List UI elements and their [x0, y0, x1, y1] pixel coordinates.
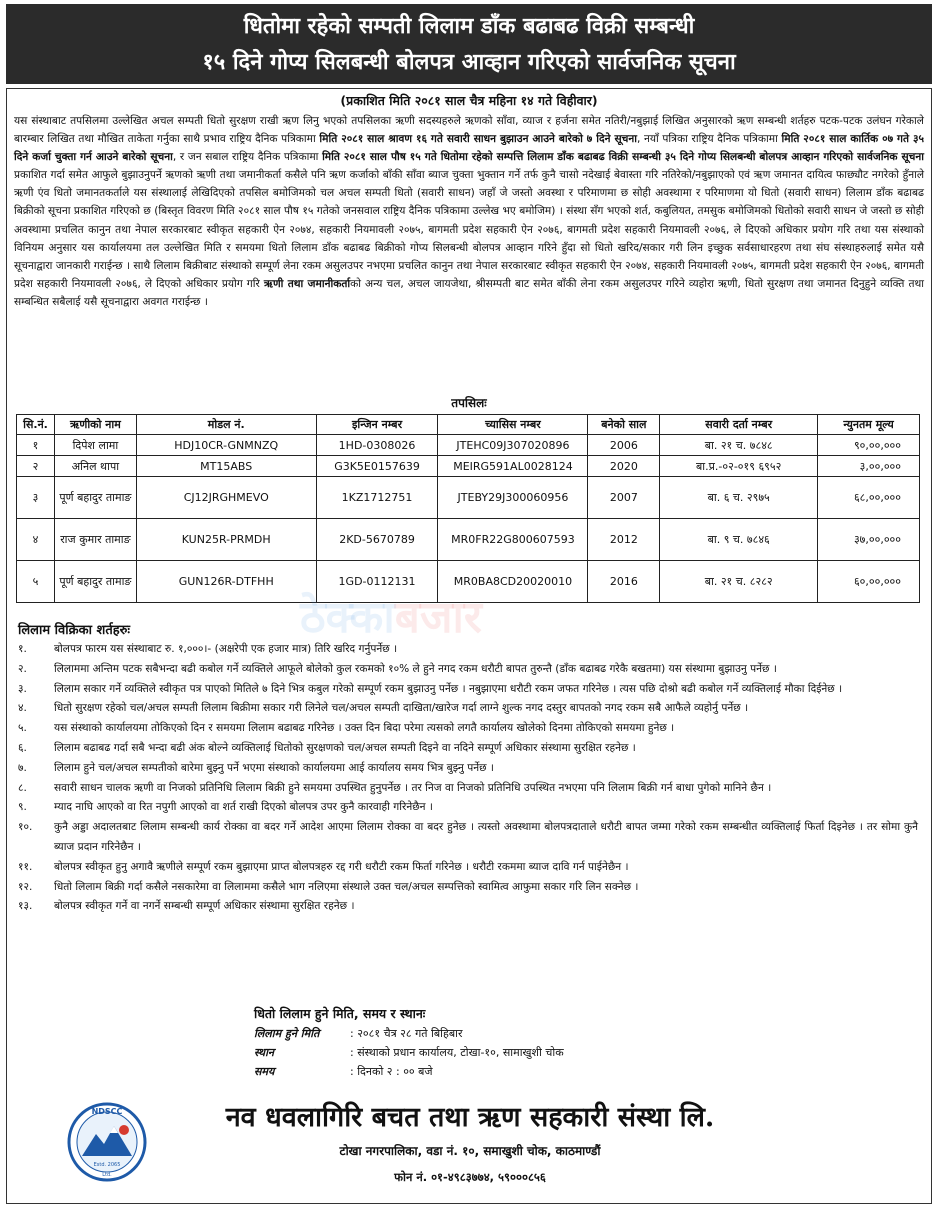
condition-text: लिलाममा अन्तिम पटक सबैभन्दा बढी कबोल गर्ने व्यक्तिले आफूले बोलेको कुल रकमको १०% ले हुने नगद रकम धरौटी बापत तुरुन्तै (डाँक बढाबढ गरेकै बखतमा) यस संस्थामा बुझाउनु पर्नेछ । [54, 662, 777, 675]
condition-item [18, 779, 918, 799]
table-cell: 2007 [588, 477, 660, 519]
condition-number: ३. [18, 682, 27, 695]
condition-number: १३. [18, 900, 33, 913]
col-header: च्यासिस नम्बर [438, 415, 588, 435]
condition-number: १०. [18, 821, 33, 834]
table-cell: राज कुमार तामाङ [54, 519, 136, 561]
auction-date-row [254, 1024, 694, 1043]
col-header: बनेको साल [588, 415, 660, 435]
table-cell: ६८,००,००० [818, 477, 920, 519]
condition-number: ९. [18, 801, 27, 814]
condition-item [18, 739, 918, 759]
auction-place-label: स्थान [254, 1046, 275, 1059]
condition-item [18, 660, 918, 680]
table-cell: अनिल थापा [54, 456, 136, 477]
condition-item [18, 699, 918, 719]
table-cell: JTEBY29J300060956 [438, 477, 588, 519]
table-cell: MEIRG591AL0028124 [438, 456, 588, 477]
table-cell: G3K5E0157639 [316, 456, 438, 477]
table-row [17, 477, 920, 519]
condition-text: कुनै अड्डा अदालतबाट लिलाम सम्बन्धी कार्य रोक्का वा बदर गर्ने आदेश आएमा लिलाम रोक्का वा बदर हुनेछ । त्यस्तो अवस्थामा बोलपत्रदाताले धरौटी बापत जम्मा गरेको रकम सम्बन्धीत व्यक्तिलाई फिर्ता दिइनेछ । तर सोमा कुनै ब्याज प्रदान गरिनेछैन । [54, 821, 919, 853]
condition-text: बोलपत्र स्वीकृत हुनु अगावै ऋणीले सम्पूर्ण रकम बुझाएमा प्राप्त बोलपत्रहरु रद्द गरी धरौटी रकम फिर्ता गरिनेछ । धरौटी रकममा ब्याज दावि गर्न पाईनेछैन । [54, 860, 629, 873]
condition-number: ५. [18, 722, 27, 735]
table-cell: ३,००,००० [818, 456, 920, 477]
header-line-2: १५ दिने गोप्य सिलबन्धी बोलपत्र आव्हान गरिएको सार्वजनिक सूचना [202, 49, 736, 75]
auction-place-value: : संस्थाको प्रधान कार्यालय, टोखा-१०, सामाखुशी चोक [350, 1046, 564, 1059]
table-cell: HDJ10CR-GNMNZQ [136, 435, 316, 456]
intro-bold-1: मिति २०८१ साल श्रावण १६ गते सवारी साधन बुझाउन आउने बारेको ७ दिने सूचना [319, 133, 637, 146]
condition-text: धितो लिलाम बिक्री गर्दा कसैले नसकारेमा वा लिलाममा कसैले भाग नलिएमा संस्थाले उक्त चल/अचल सम्पत्तिको स्वामित्व आफुमा सकार गरि लिन सक्नेछ । [54, 880, 639, 893]
organization-address: टोखा नगरपालिका, वडा नं. १०, समाखुशी चोक, काठमाण्डौं [339, 1144, 601, 1158]
intro-text-5: को अन्य चल, अचल जायजेथा, श्रीसम्पती बाट समेत बाँकी लेना रकम असुलउपर गरिने व्यहोरा ऋणी, धितो सुरक्षण तथा जमानत दिनुहुने व्यक्ति तथा सम्बन्धित सबैलाई यसै सूचनाद्वारा अवगत गराईन्छ । [14, 277, 924, 308]
organization-name: नव धवलागिरि बचत तथा ऋण सहकारी संस्था लि. [225, 1102, 715, 1133]
intro-paragraph [14, 112, 924, 311]
condition-text: लिलाम हुने चल/अचल सम्पतीको बारेमा बुझ्नु पर्ने भएमा संस्थाको कार्यालयमा आई कार्यालय समय भित्र बुझ्नु पर्नेछ । [54, 761, 494, 774]
col-header: सवारी दर्ता नम्बर [660, 415, 818, 435]
condition-item [18, 878, 918, 898]
table-row [17, 456, 920, 477]
table-cell: बा. ६ च. २९७५ [660, 477, 818, 519]
auction-time-value: : दिनको २ : ०० बजे [350, 1065, 433, 1078]
organization-phone: फोन नं. ०१-४९८३७७४, ५९०००८५६ [394, 1170, 546, 1184]
table-row [17, 435, 920, 456]
condition-item [18, 858, 918, 878]
table-cell: पूर्ण बहादुर तामाङ [54, 561, 136, 603]
table-cell: ३ [17, 477, 55, 519]
condition-number: ७. [18, 761, 27, 774]
notice-header [6, 4, 932, 84]
table-cell: ९०,००,००० [818, 435, 920, 456]
condition-text: यस संस्थाको कार्यालयमा तोकिएको दिन र समयमा लिलाम बढाबढ गरिनेछ । उक्त दिन बिदा परेमा त्यसको लगतै कार्यालय खोलेको दिनमा तोकिएको समयमा हुनेछ । [54, 722, 675, 735]
table-cell: ६०,००,००० [818, 561, 920, 603]
condition-text: म्याद नाघि आएको वा रित नपुगी आएको वा शर्त राखी दिएको बोलपत्र उपर कुनै कारवाही गरिनेछैन । [54, 801, 433, 814]
table-row [17, 519, 920, 561]
table-cell: 1HD-0308026 [316, 435, 438, 456]
table-cell: ४ [17, 519, 55, 561]
table-cell: 2012 [588, 519, 660, 561]
table-cell: बा. २१ च. ८२८२ [660, 561, 818, 603]
condition-item [18, 798, 918, 818]
condition-text: बोलपत्र स्वीकृत गर्ने वा नगर्ने सम्बन्धी सम्पूर्ण अधिकार संस्थामा सुरक्षित रहनेछ । [54, 900, 355, 913]
auction-date-label: लिलाम हुने मिति [254, 1027, 320, 1040]
auction-details [254, 1004, 694, 1081]
intro-text-4: प्रकाशित गर्दा समेत आफुले बुझाउनुपर्ने ऋणको ऋणी तथा जमानीकर्ता कसैले पनि ऋण कर्जाको बाँकी साँवा ब्याज चुक्ता भुक्तान गर्ने तर्फ कुनै चासो नदेखाई बेवास्ता गरि नतिरेको/नबुझाएको एवं ऋण जमानत दायित्व फाछ्यौट नगरेको हुँनाले ऋणी एंव धितो जमानतकर्ताले यस संस्थालाई लेखिदिएको तपसिल बमोजिमको चल अचल सम्पती धितो (सवारी साधन) जहाँ जे जस्तो अवस्था र परिमाणमा छ सोही अवस्थामा र परिमाणमा यो धितो (सवारी साधन) लिलाम डाँक बढाबढ बिक्रीको सूचना प्रकाशित गरिएको छ (बिस्तृत विवरण मिति २०८१ साल पौष १५ गतेको जनसवाल राष्ट्रिय दैनिक पत्रिकामा उल्लेख भए बमोजिम) । संस्था सँग भएको शर्त, कबुलियत, तमसुक बमोजिमको धितोको सवारी साधन जे जस्तो छ सोही अवस्थामा प्रचलित कानुन तथा नेपाल सरकारबाट स्वीकृत सहकारी ऐन २०७४, सहकारी नियमावली २०७५, बागमती प्रदेश सहकारी ऐन २०७६, बागमती प्रदेश सहकारी नियमावली २०७६, ले दिएको अधिकार प्रयोग गरि तथा यस संस्थाको विनियम अनुसार यस कार्यालयमा तल उल्लेखित मिति र समयमा धितो लिलाम डाँक बढाबढ बिक्रीको गोप्य सिलबन्धी बोलपत्र आव्हान गरिने हुँदा सो धितो खरिद/सकार गरी लिन इच्छुक सर्वसाधारहरण तथा संघ संस्थाहरुलाई समेत यसै सूचनाद्वारा जानकारी गराईन्छ । साथै लिलाम बिक्रीबाट संस्थाको सम्पूर्ण लेना रकम असुलउपर नभएमा प्रचलित कानुन तथा नेपाल सरकारबाट स्वीकृत सहकारी ऐन २०७४, सहकारी नियमावली २०७५, बागमती प्रदेश सहकारी ऐन २०७६, बागमती प्रदेश सहकारी नियमावली २०७६, ले दिएको अधिकार प्रयोग गरि [14, 169, 924, 290]
table-cell: MR0FR22G800607593 [438, 519, 588, 561]
condition-text: बोलपत्र फारम यस संस्थाबाट रु. १,०००।- (अक्षरेपी एक हजार मात्र) तिरि खरिद गर्नुपर्नेछ । [54, 643, 398, 655]
table-cell: KUN25R-PRMDH [136, 519, 316, 561]
table-cell: ३७,००,००० [818, 519, 920, 561]
condition-number: १. [18, 643, 27, 655]
watermark [300, 585, 482, 645]
conditions-list [18, 640, 918, 917]
table-cell: CJ12JRGHMEVO [136, 477, 316, 519]
condition-number: १२. [18, 880, 33, 893]
condition-item [18, 897, 918, 917]
condition-item [18, 759, 918, 779]
vehicle-table [16, 414, 920, 603]
watermark-part-1: ठेक्का [300, 592, 395, 643]
table-cell: १ [17, 435, 55, 456]
table-cell: २ [17, 456, 55, 477]
header-line-1: धितोमा रहेको सम्पती लिलाम डाँक बढाबढ विक्री सम्बन्धी [243, 13, 695, 39]
col-header: न्युनतम मूल्य [818, 415, 920, 435]
table-title: तपसिलः [451, 396, 487, 410]
organization-logo [64, 1100, 150, 1184]
condition-number: २. [18, 662, 27, 675]
condition-number: ८. [18, 781, 27, 794]
publication-date: (प्रकाशित मिति २०८१ साल चैत्र महिना १४ गते विहीवार) [340, 93, 598, 108]
watermark-part-2: बजार [394, 592, 482, 643]
table-cell: MT15ABS [136, 456, 316, 477]
auction-time-row [254, 1062, 694, 1081]
col-header: इन्जिन नम्बर [316, 415, 438, 435]
intro-text-3: , र जन सबाल राष्ट्रिय दैनिक पत्रिकामा [172, 151, 323, 164]
table-cell: JTEHC09J307020896 [438, 435, 588, 456]
table-cell: 2006 [588, 435, 660, 456]
condition-text: लिलाम सकार गर्ने व्यक्तिले स्वीकृत पत्र पाएको मितिले ७ दिने भित्र कबुल गरेको सम्पूर्ण रकम बुझाउनु पर्नेछ । नबुझाएमा धरौटी रकम जफत गरिनेछ । त्यस पछि दोश्रो बढी कबोल गर्ने व्यक्तिलाई मौका दिईनेछ । [54, 682, 843, 695]
table-cell: GUN126R-DTFHH [136, 561, 316, 603]
table-cell: 2020 [588, 456, 660, 477]
condition-text: सवारी साधन चालक ऋणी वा निजको प्रतिनिधि लिलाम बिक्री हुने समयमा उपस्थित हुनुपर्नेछ । तर निज वा निजको प्रतिनिधि उपस्थित नभएमा पनि लिलाम बिक्री गर्न बाधा पुगेको मानिने छैन । [54, 781, 772, 794]
condition-item [18, 640, 918, 660]
condition-item [18, 680, 918, 700]
condition-number: ४. [18, 702, 27, 715]
logo-text-top: NDSCC [91, 1107, 123, 1116]
condition-number: ११. [18, 860, 33, 873]
condition-text: धितो सुरक्षण रहेको चल/अचल सम्पती लिलाम बिक्रीमा सकार गरी लिनेले चल/अचल सम्पती दाखिता/खारेज गर्दा लाग्ने शुल्क नगद दस्तुर बापतको नगद रकम सबै आफैले व्यहोर्नु पर्नेछ । [54, 702, 749, 715]
condition-item [18, 719, 918, 739]
intro-bold-3: मिति २०८१ साल पौष १५ गते धितोमा रहेको सम्पत्ति लिलाम डाँक बढाबढ विक्री सम्बन्धी ३५ दिने गोप्य सिलबन्धी बोलपत्र आव्हान गरिएको सार्वजनिक सूचना [322, 151, 924, 164]
col-header: ऋणीको नाम [54, 415, 136, 435]
table-cell: 2KD-5670789 [316, 519, 438, 561]
intro-bold-4: ऋणी तथा जमानीकर्ता [263, 277, 351, 290]
table-cell: बा.प्र.-०२-०१९ ६९५२ [660, 456, 818, 477]
condition-text: लिलाम बढाबढ गर्दा सबै भन्दा बढी अंक बोल्ने व्यक्तिलाई धितोको सुरक्षणको चल/अचल सम्पती दिइने वा नदिने सम्पूर्ण अधिकार संस्थामा सुरक्षित रहनेछ । [54, 741, 636, 754]
intro-text-1: यस संस्थाबाट तपसिलमा उल्लेखित अचल सम्पती धितो सुरक्षण राखी ऋण लिनु भएको तपसिलका ऋणी सदस्यहरुले ऋणको साँवा, व्याज र हर्जना समेत नतिरी/नबुझाई लिखित अनुसारको ऋण सम्बन्धी शर्तहरु पटक-पटक उलंघन गरेकाले बारम्बार लिखित तथा मौखित ताकेता गर्नुका साथै प्रभाव राष्ट्रिय दैनिक पत्रिकामा [14, 115, 924, 146]
logo-text-ltd: Ltd. [102, 1172, 112, 1178]
condition-item [18, 818, 918, 858]
col-header: मोडल नं. [136, 415, 316, 435]
table-cell: 1GD-0112131 [316, 561, 438, 603]
col-header: सि.नं. [17, 415, 55, 435]
intro-text-2: , नयाँ पत्रिका राष्ट्रिय दैनिक पत्रिकामा [636, 133, 782, 146]
table-cell: 2016 [588, 561, 660, 603]
conditions-title: लिलाम विक्रिका शर्तहरुः [18, 623, 131, 638]
table-cell: पूर्ण बहादुर तामाङ [54, 477, 136, 519]
table-cell: दिपेश लामा [54, 435, 136, 456]
table-cell: 1KZ1712751 [316, 477, 438, 519]
auction-heading: धितो लिलाम हुने मिति, समय र स्थानः [254, 1006, 426, 1021]
table-cell: बा. २१ च. ७८४८ [660, 435, 818, 456]
table-cell: MR0BA8CD20020010 [438, 561, 588, 603]
logo-text-est: Estd. 2065 [93, 1162, 121, 1168]
table-header-row [17, 415, 920, 435]
intro-bold-2: मिति २०८१ साल कार्तिक ०७ गते ३५ दिने कर्जा चुक्ता गर्न आउने बारेको सूचना [14, 133, 925, 164]
auction-place-row [254, 1043, 694, 1062]
auction-time-label: समय [254, 1065, 275, 1078]
table-cell: बा. ९ च. ७८४६ [660, 519, 818, 561]
auction-date-value: : २०८१ चैत्र २८ गते बिहिबार [350, 1027, 463, 1040]
condition-number: ६. [18, 741, 27, 754]
table-cell: ५ [17, 561, 55, 603]
